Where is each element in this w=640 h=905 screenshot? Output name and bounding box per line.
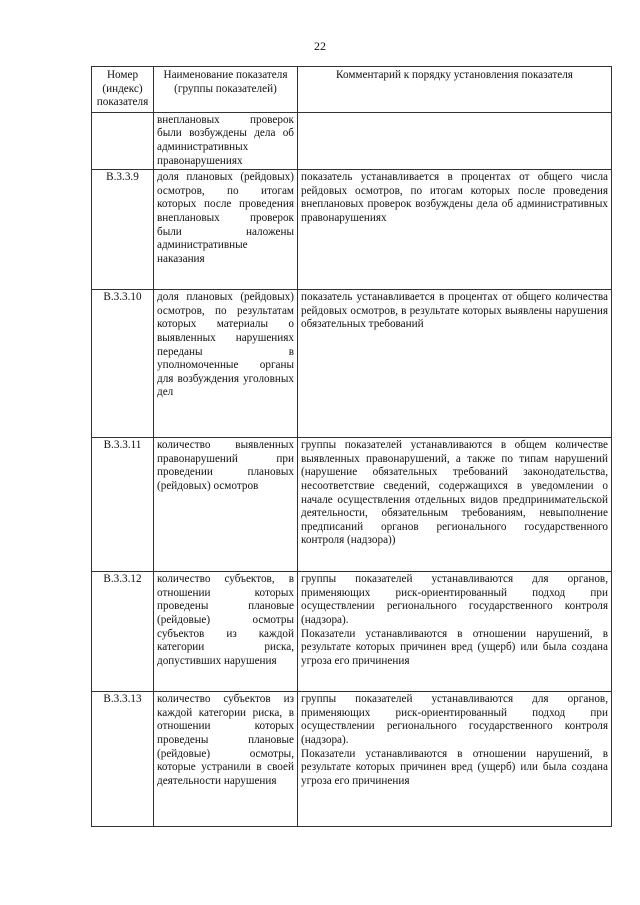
row-name: количество субъектов из каждой категории риска, в отношении которых проведены плановые (рейдовые) осмотры, которые устранили в своей деятельности нарушения xyxy=(154,692,298,827)
table-row xyxy=(92,170,612,290)
row-name: доля плановых (рейдовых) осмотров, по итогам которых после проведения внеплановых проверок были наложены административные наказания xyxy=(154,170,298,290)
table-row xyxy=(92,290,612,438)
comment-paragraph: показатель устанавливается в процентах от общего числа рейдовых осмотров, по итогам которых после проведения внеплановых проверок возбуждены дела об административных правонарушениях xyxy=(301,171,608,224)
table-row xyxy=(92,572,612,692)
page-number: 22 xyxy=(314,39,326,53)
row-name: внеплановых проверок были возбуждены дела об административных правонарушениях xyxy=(154,112,298,169)
table-row xyxy=(92,692,612,827)
row-comment xyxy=(298,290,612,438)
row-name: количество субъектов, в отношении которых проведены плановые (рейдовые) осмотры субъектов из каждой категории риска, допустивших нарушения xyxy=(154,572,298,692)
row-comment xyxy=(298,692,612,827)
row-number: В.3.3.9 xyxy=(92,170,154,290)
row-number: В.3.3.10 xyxy=(92,290,154,438)
row-number: В.3.3.12 xyxy=(92,572,154,692)
header-name: Наименование показателя (группы показателей) xyxy=(154,67,298,113)
header-comment: Комментарий к порядку установления показателя xyxy=(298,67,612,113)
comment-paragraph: группы показателей устанавливаются в общем количестве выявленных правонарушений, а также по типам нарушений (нарушение обязательных требований законодательства, несоответствие сведений, содержащихся в уведомлении о начале осуществления отдельных видов предпринимательской деятельности, обязательным требованиям, невыполнение предписаний органов регионального государственного контроля (надзора)) xyxy=(301,439,608,547)
comment-paragraph: Показатели устанавливаются в отношении нарушений, в результате которых причинен вред (ущерб) или была создана угроза его причинения xyxy=(301,627,608,667)
table-body xyxy=(92,112,612,826)
header-number: Номер (индекс) показателя xyxy=(92,67,154,113)
comment-paragraph: показатель устанавливается в процентах от общего количества рейдовых осмотров, в результате которых выявлены нарушения обязательных требований xyxy=(301,291,608,331)
table-row xyxy=(92,112,612,169)
header-row xyxy=(92,67,612,113)
comment-paragraph: Показатели устанавливаются в отношении нарушений, в результате которых причинен вред (ущерб) или была создана угроза его причинения xyxy=(301,747,608,787)
row-comment xyxy=(298,170,612,290)
row-comment xyxy=(298,438,612,572)
indicators-table xyxy=(91,66,612,827)
row-comment xyxy=(298,572,612,692)
table-row xyxy=(92,438,612,572)
row-name: количество выявленных правонарушений при проведении плановых (рейдовых) осмотров xyxy=(154,438,298,572)
row-name: доля плановых (рейдовых) осмотров, по результатам которых материалы о выявленных нарушениях переданы в уполномоченные органы для возбуждения уголовных дел xyxy=(154,290,298,438)
row-number: В.3.3.13 xyxy=(92,692,154,827)
row-number xyxy=(92,112,154,169)
row-comment xyxy=(298,112,612,169)
table-header xyxy=(92,67,612,113)
comment-paragraph: группы показателей устанавливаются для органов, применяющих риск-ориентированный подход при осуществлении регионального государственного контроля (надзора). xyxy=(301,693,608,746)
row-number: В.3.3.11 xyxy=(92,438,154,572)
comment-paragraph: группы показателей устанавливаются для органов, применяющих риск-ориентированный подход при осуществлении регионального государственного контроля (надзора). xyxy=(301,573,608,626)
